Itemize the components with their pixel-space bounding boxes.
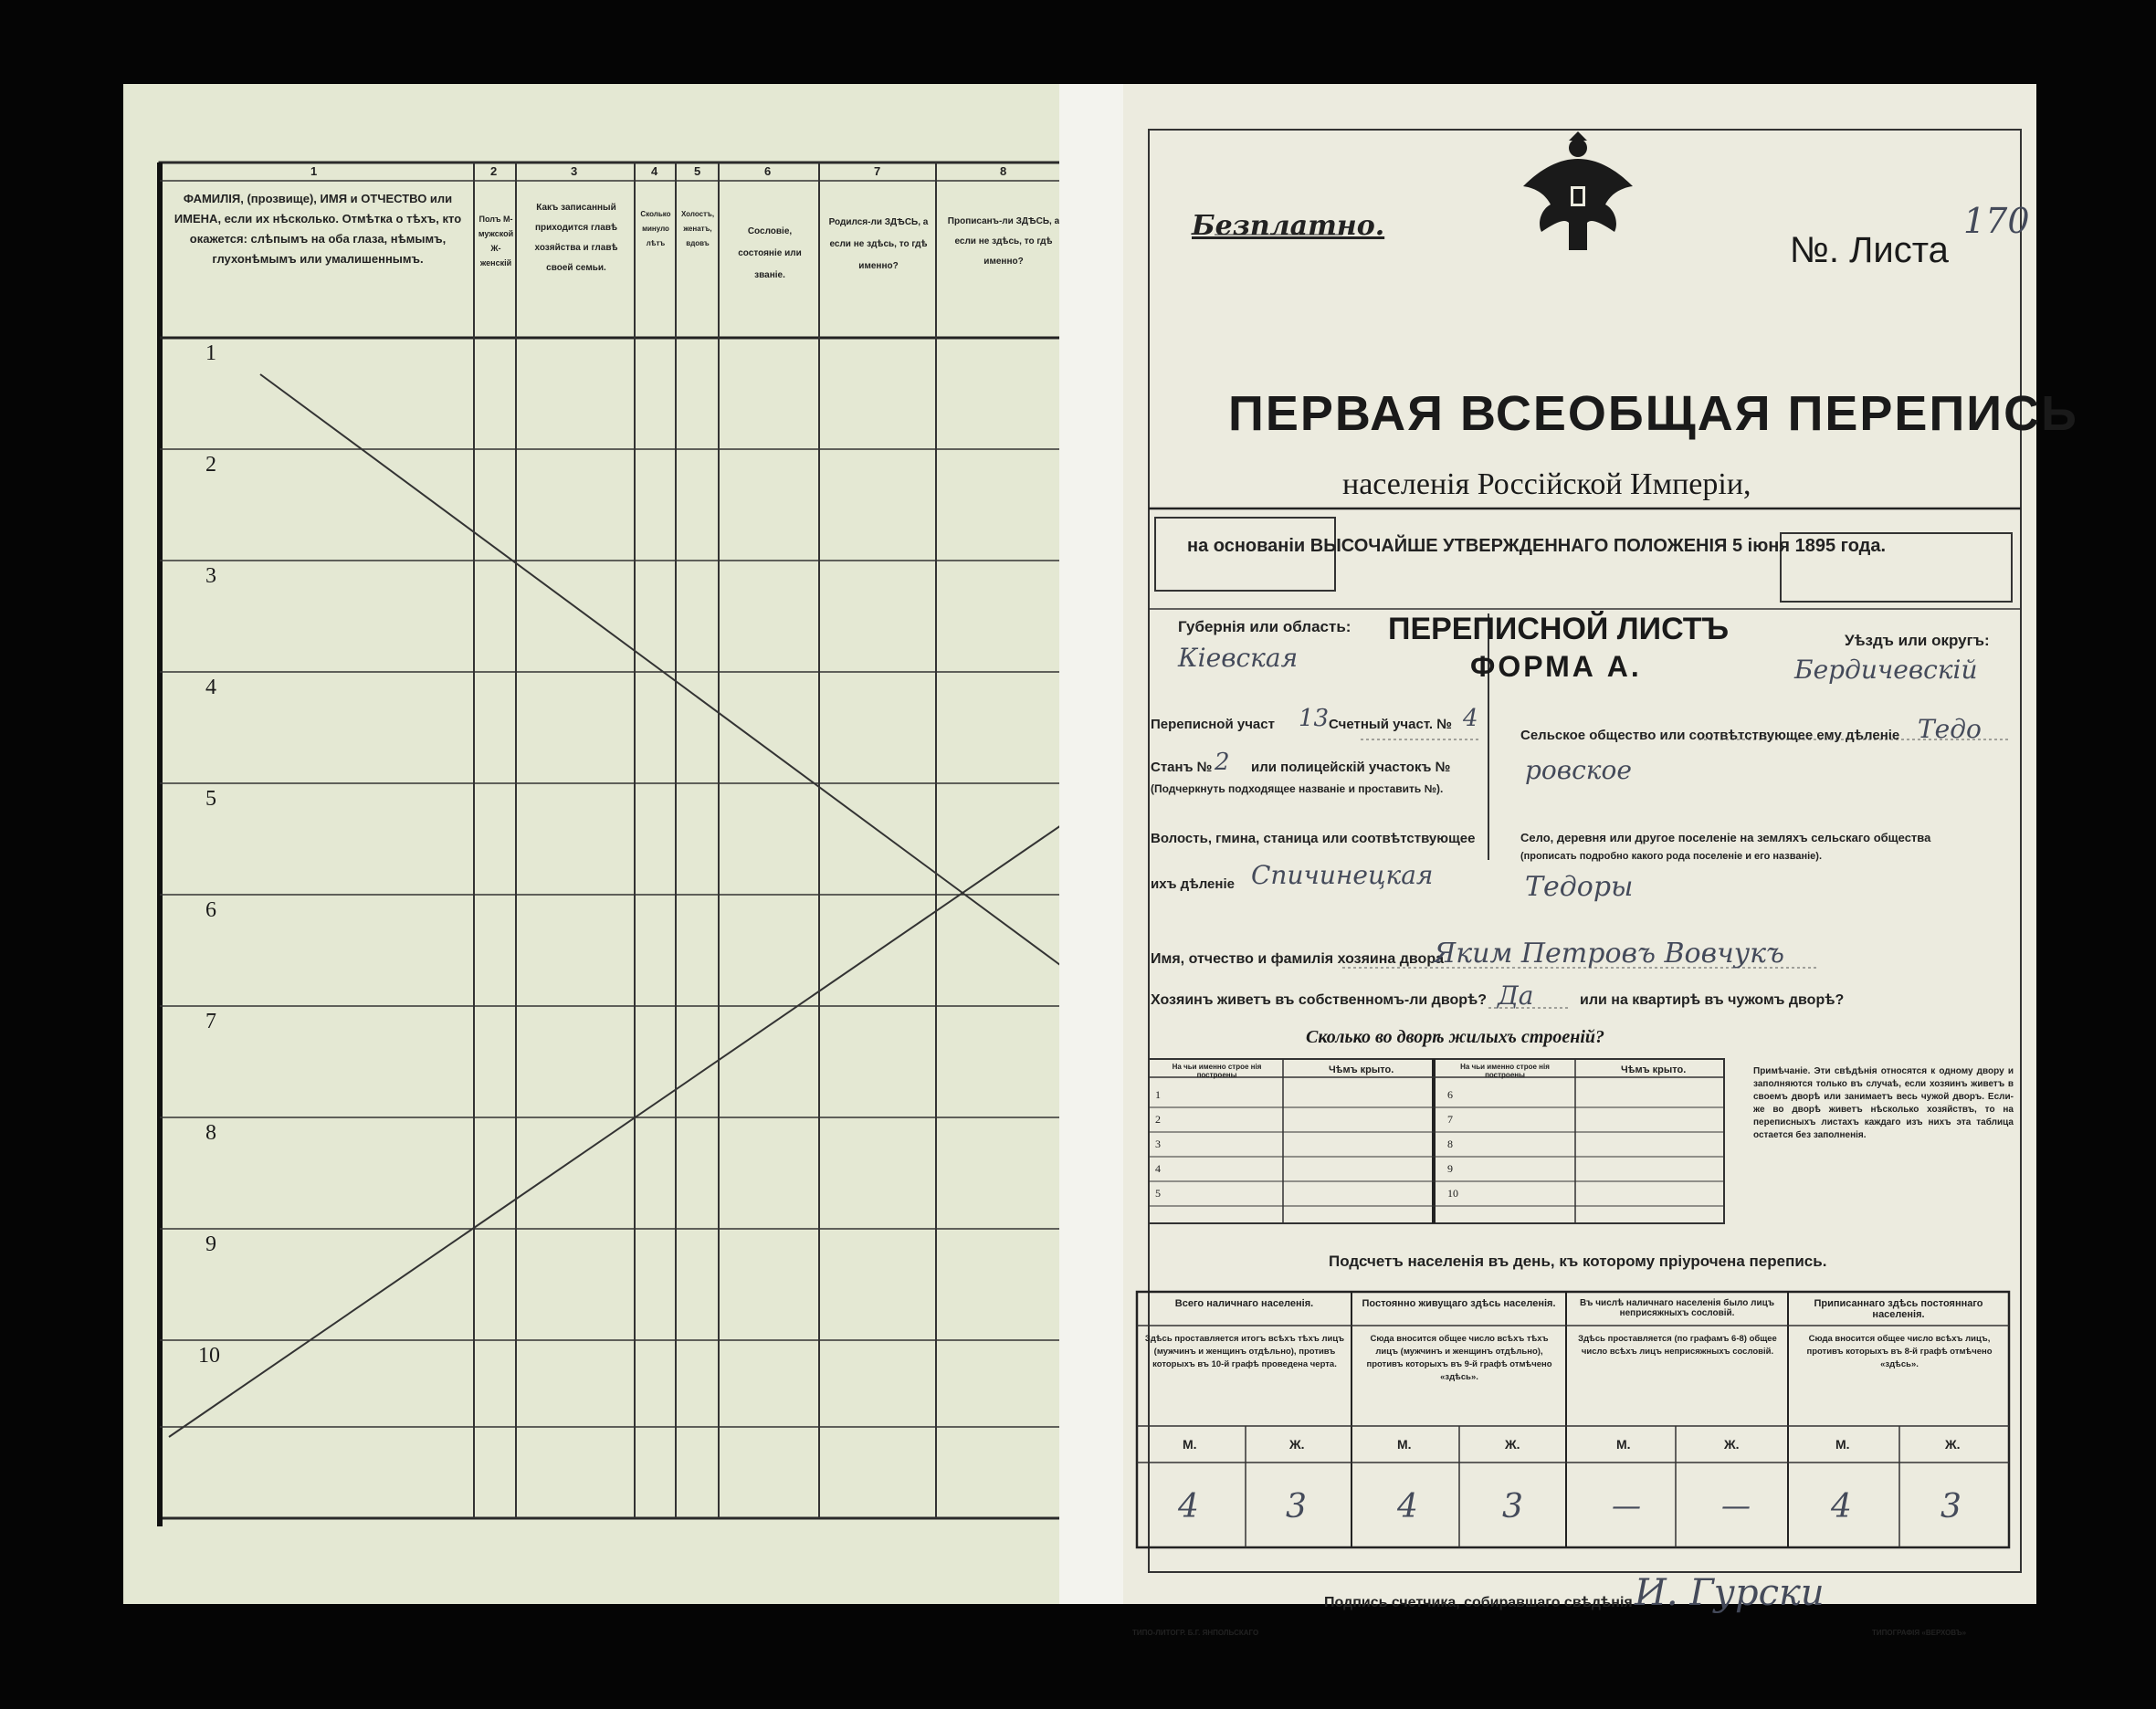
col-number: 6	[764, 164, 772, 178]
building-row-number: 8	[1447, 1138, 1453, 1150]
col-header-registered: Прописанъ-ли ЗДѢСЬ, а если не здѣсь, то гдѣ именно?	[947, 216, 1060, 267]
buildings-header: На чьи именно строе нія построены	[1460, 1063, 1550, 1079]
sheet-number: 170	[1963, 201, 2030, 241]
volost-label-2: ихъ дѣленіе	[1151, 876, 1235, 892]
pop-value: 3	[1502, 1488, 1523, 1526]
col-header-relation: Какъ записанный приходится главѣ хозяйства и главѣ своей семьи.	[534, 203, 618, 273]
pop-value: 4	[1397, 1488, 1418, 1526]
left-census-table	[123, 84, 1078, 1604]
gubernia-value: Кіевская	[1178, 643, 1299, 673]
uezd-value: Бердичевскій	[1794, 655, 1978, 685]
pop-description: Здѣсь проставляется (по графамъ 6-8) общее число всѣхъ лицъ неприсяжныхъ сословій.	[1578, 1334, 1777, 1357]
row-number: 10	[198, 1344, 220, 1368]
stan-value: 2	[1215, 749, 1230, 776]
gubernia-label: Губернія или область:	[1178, 618, 1351, 635]
printer-mark-left: ТИПО-ЛИТОГР. Б.Г. ЯНПОЛЬСКАГО	[1132, 1629, 1259, 1637]
pop-value: 3	[1940, 1488, 1961, 1526]
building-row-number: 9	[1447, 1162, 1453, 1175]
buildings-header: Чѣмъ крыто.	[1621, 1064, 1687, 1075]
pop-description: Здѣсь проставляется итогъ всѣхъ тѣхъ лицъ (мужчинъ и женщинъ отдѣльно), противъ которыхъ въ 10-й графѣ проведена черта.	[1144, 1334, 1345, 1369]
building-row-number: 1	[1155, 1088, 1161, 1101]
signature-label: Подпись счетчика, собиравшаго свѣдѣнія	[1324, 1595, 1633, 1610]
pop-value: —	[1721, 1488, 1751, 1523]
page-title: ПЕРВАЯ ВСЕОБЩАЯ ПЕРЕПИСЬ	[1228, 386, 2078, 441]
pop-description: Сюда вносится общее число всѣхъ лицъ, противъ которыхъ въ 8-й графѣ отмѣчено «здѣсь».	[1806, 1334, 1993, 1369]
mf-label: Ж.	[1505, 1437, 1520, 1452]
row-number: 5	[205, 787, 216, 811]
pop-value: —	[1612, 1488, 1641, 1523]
pop-value: 4	[1831, 1488, 1852, 1526]
col-number: 4	[651, 164, 658, 178]
row-number: 4	[205, 676, 216, 699]
pop-value: 3	[1286, 1488, 1307, 1526]
buildings-header: Чѣмъ крыто.	[1329, 1064, 1394, 1075]
form-title-2: ФОРМА А.	[1470, 650, 1642, 683]
mf-label: Ж.	[1945, 1437, 1961, 1452]
col-number: 8	[1000, 164, 1007, 178]
mf-label: М.	[1835, 1437, 1850, 1452]
sheet-label: №. Листа	[1790, 230, 1949, 270]
own-yard-label: Хозяинъ живетъ въ собственномъ-ли дворѣ?	[1151, 992, 1488, 1008]
building-row-number: 3	[1155, 1138, 1161, 1150]
row-number: 9	[205, 1232, 216, 1256]
row-number: 6	[205, 898, 216, 922]
printer-mark-right: ТИПОГРАФІЯ «ВЕРХОВЪ»	[1872, 1629, 1967, 1637]
rural-society-value-2: ровское	[1525, 755, 1632, 785]
col-header-name: ФАМИЛІЯ, (прозвище), ИМЯ и ОТЧЕСТВО или ИМЕНА, если их нѣсколько. Отмѣтка о тѣхъ, кто окажется: слѣпымъ на оба глаза, нѣмымъ, глухонѣмымъ или умалишеннымъ.	[174, 192, 462, 266]
rural-society-value-1: Тедо	[1918, 714, 1982, 744]
row-number: 8	[205, 1121, 216, 1145]
building-row-number: 10	[1447, 1187, 1458, 1200]
village-label: Село, деревня или другое поселеніе на земляхъ сельскаго общества	[1520, 831, 1931, 844]
building-row-number: 5	[1155, 1187, 1161, 1200]
stan-note: (Подчеркнуть подходящее названіе и проставить №).	[1151, 782, 1444, 795]
pop-header: Въ числѣ наличнаго населенія было лицъ неприсяжныхъ сословій.	[1579, 1298, 1775, 1318]
mf-label: М.	[1616, 1437, 1631, 1452]
volost-value: Спичинецкая	[1251, 860, 1434, 890]
right-page	[1123, 84, 2078, 1637]
rural-society-label: Сельское общество или соотвѣтствующее ему дѣленіе	[1520, 728, 1900, 743]
census-district-value: 13	[1299, 705, 1330, 732]
left-page	[123, 84, 1078, 1604]
village-value: Тедоры	[1525, 871, 1634, 903]
counting-district-label: Счетный участ. №	[1329, 717, 1452, 732]
building-row-number: 2	[1155, 1113, 1161, 1126]
uezd-label: Уѣздъ или округъ:	[1845, 632, 1990, 649]
buildings-header: На чьи именно строе нія построены	[1172, 1063, 1262, 1079]
mf-label: М.	[1183, 1437, 1197, 1452]
page-subtitle: населенія Россійской Имперіи,	[1342, 467, 1751, 501]
rented-label: или на квартирѣ въ чужомъ дворѣ?	[1580, 992, 1845, 1008]
col-header-birthplace: Родился-ли ЗДѢСЬ, а если не здѣсь, то гдѣ именно?	[828, 217, 929, 271]
pop-header: Приписаннаго здѣсь постояннаго населенія.	[1814, 1298, 1983, 1320]
counting-district-value: 4	[1463, 705, 1478, 732]
stan-rest: или полицейскій участокъ №	[1251, 760, 1451, 775]
col-number: 2	[490, 164, 498, 178]
col-number: 5	[694, 164, 701, 178]
own-yard-value: Да	[1498, 980, 1534, 1011]
basis-text: на основаніи ВЫСОЧАЙШЕ УТВЕРЖДЕННАГО ПОЛОЖЕНІЯ 5 іюня 1895 года.	[1187, 536, 1887, 556]
mf-label: Ж.	[1724, 1437, 1740, 1452]
pop-description: Сюда вносится общее число всѣхъ тѣхъ лицъ (мужчинъ и женщинъ отдѣльно), противъ которыхъ въ 9-й графѣ отмѣчено «здѣсь».	[1366, 1334, 1552, 1382]
row-number: 2	[205, 453, 216, 477]
village-note: (прописать подробно какого рода поселеніе и его названіе).	[1520, 851, 1823, 862]
pop-header: Постоянно живущаго здѣсь населенія.	[1362, 1298, 1556, 1309]
buildings-question: Сколько во дворѣ жилыхъ строеній?	[1306, 1027, 1605, 1047]
row-number: 1	[205, 341, 216, 365]
col-header-sex: Полъ М-мужской Ж-женскій	[478, 215, 514, 267]
census-district-label: Переписной участ	[1151, 717, 1275, 732]
row-number: 7	[205, 1010, 216, 1033]
buildings-note: Примѣчаніе. Эти свѣдѣнія относятся к одному двору и заполняются только въ случаѣ, если хозяинъ живетъ в своемъ дворѣ или занимаетъ весь чужой дворъ. Если-же во дворѣ живетъ нѣсколько хозяйствъ, то на переписныхъ листахъ каждаго изъ нихъ эта таблица остается без заполненія.	[1753, 1066, 2014, 1140]
col-number: 3	[571, 164, 578, 178]
mf-label: Ж.	[1289, 1437, 1305, 1452]
owner-value: Яким Петровъ Вовчукъ	[1434, 938, 1785, 970]
stan-label: Станъ №	[1151, 760, 1213, 775]
building-row-number: 4	[1155, 1162, 1161, 1175]
col-number: 7	[874, 164, 881, 178]
pop-header: Всего наличнаго населенія.	[1174, 1298, 1314, 1309]
building-row-number: 7	[1447, 1113, 1453, 1126]
population-title: Подсчетъ населенія въ день, къ которому пріурочена перепись.	[1329, 1253, 1827, 1270]
col-header-age: Сколько минуло лѣтъ	[640, 210, 671, 247]
volost-label-1: Волость, гмина, станица или соотвѣтствующее	[1151, 831, 1476, 846]
signature-value: И. Гурски	[1635, 1572, 1825, 1614]
mf-label: М.	[1397, 1437, 1412, 1452]
building-row-number: 6	[1447, 1088, 1453, 1101]
imperial-eagle-icon	[1514, 131, 1642, 259]
spine-strip	[1059, 84, 1132, 1604]
free-label: Безплатно.	[1192, 210, 1385, 242]
owner-label: Имя, отчество и фамилія хозяина двора	[1151, 951, 1444, 967]
col-header-estate: Сословіе, состояніе или званіе.	[738, 226, 802, 280]
pop-value: 4	[1178, 1488, 1199, 1526]
row-number: 3	[205, 564, 216, 588]
form-title-1: ПЕРЕПИСНОЙ ЛИСТЪ	[1388, 612, 1730, 646]
col-number: 1	[310, 164, 318, 178]
col-header-marital: Холостъ, женатъ, вдовъ	[680, 210, 715, 247]
